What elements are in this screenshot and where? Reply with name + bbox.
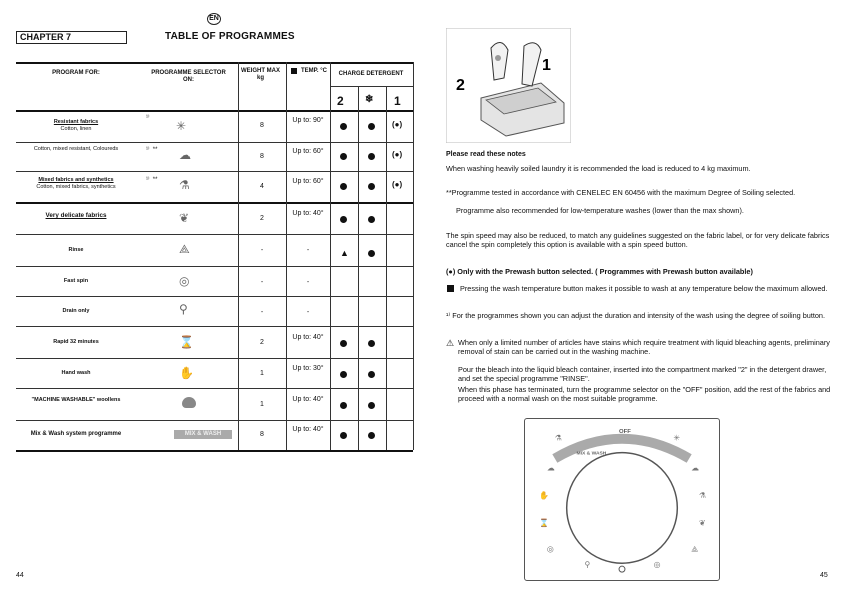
svg-text:❦: ❦ (699, 518, 706, 528)
note-cenelec: **Programme tested in accordance with CENELEC EN 60456 with the maximum Degree of Soiling selected. (446, 188, 796, 197)
note-off-position: When this phase has terminated, turn the programme selector on the "OFF" position, add the rest of the fabrics and proceed with a normal wash on the most suitable programme. (458, 385, 831, 403)
svg-text:⚗: ⚗ (554, 433, 562, 443)
note-low-temp: Programme also recommended for low-temperature washes (lower than the max shown). (456, 206, 744, 215)
notes-heading: Please read these notes (446, 151, 526, 158)
det-col-1: 1 (394, 94, 401, 108)
note-bleach: When only a limited number of articles have stains which require treatment with liquid bleaching agents, preliminary removal of stain can be carried out in the washing machine. (458, 338, 830, 356)
row-mix-wash: Mix & Wash system programme (30, 431, 122, 437)
wool-icon (182, 397, 196, 408)
rapid-icon: ⌛ (179, 335, 194, 349)
svg-text:⚲: ⚲ (584, 560, 591, 570)
row-hand-wash: Hand wash (61, 370, 91, 376)
header-weight: WEIGHT MAX kg (241, 68, 280, 81)
header-temp: TEMP. °C (301, 68, 327, 74)
row-resistant: Resistant fabrics Cotton, linen (53, 119, 99, 132)
dial-off-label: OFF (619, 428, 631, 435)
note-spin-speed: The spin speed may also be reduced, to match any guidelines suggested on the fabric label, or for very delicate fabrics cancel the spin completely this option is available with a spin speed button. (446, 231, 830, 249)
language-badge: EN (207, 13, 221, 25)
row-drain: Drain only (62, 308, 90, 314)
bleach-triangle-icon: ▲ (340, 248, 349, 258)
svg-text:◎: ◎ (653, 560, 661, 570)
compartment-1-label: 1 (542, 57, 551, 74)
row-very-delicate: Very delicate fabrics (45, 212, 107, 219)
note-prewash: (●) Only with the Prewash button selected. ( Programmes with Prewash button available) (446, 267, 753, 276)
page-number-right: 45 (820, 572, 828, 579)
temp-square-icon (447, 285, 454, 292)
svg-text:✳: ✳ (673, 433, 680, 443)
note-pour-bleach: Pour the bleach into the liquid bleach container, inserted into the compartment marked "2" in the detergent drawer, and set the special programme "RINSE". (458, 365, 827, 383)
drain-icon: ⚲ (179, 302, 188, 316)
svg-text:⟁: ⟁ (691, 544, 699, 554)
dial-mix-label: MIX & WASH (576, 451, 607, 457)
row-woollens: "MACHINE WASHABLE" woollens (31, 397, 121, 403)
det-col-prewash: ❄ (365, 94, 374, 105)
row-rinse: Rinse (68, 247, 84, 253)
temp-square-icon (291, 68, 297, 74)
header-selector: PROGRAMME SELECTOR ON: (151, 70, 226, 83)
header-program: PROGRAM FOR: (52, 70, 100, 76)
page-title: TABLE OF PROGRAMMES (165, 31, 295, 42)
note-soiling-button: ¹⁾ For the programmes shown you can adjust the duration and intensity of the wash using the degree of soiling button. (446, 311, 826, 320)
detergent-dispenser-illustration (446, 28, 571, 143)
svg-text:⌛: ⌛ (539, 518, 549, 528)
det-col-2: 2 (337, 94, 344, 108)
rinse-icon: ⟁ (179, 242, 190, 256)
spin-icon: ◎ (179, 274, 190, 288)
row-rapid: Rapid 32 minutes (53, 339, 99, 345)
svg-text:◎: ◎ (546, 544, 554, 554)
programme-selector-dial (524, 418, 720, 581)
svg-text:☁: ☁ (546, 463, 555, 473)
cloud-icon: ☁ (179, 148, 191, 162)
row-notes: ¹⁾ (146, 115, 150, 121)
note-temp-button: Pressing the wash temperature button makes it possible to wash at any temperature below the maximum allowed. (460, 284, 828, 293)
compartment-2-label: 2 (456, 77, 465, 94)
hand-wash-icon: ✋ (179, 366, 194, 380)
page-number-left: 44 (16, 572, 24, 579)
programmes-table: PROGRAM FOR: PROGRAMME SELECTOR ON: WEIGHT MAX kg TEMP. °C CHARGE DETERGENT 2 ❄ 1 Resistant fabrics Cotton, linen ¹⁾ ✳ 8 Up to: 90° (●) Cotton, mixed resistant, Coloureds ¹⁾ ** ☁ 8 Up to: 60° (●) Mixed fabrics and synthetics Cotton, mixed fabrics, synthetics ¹⁾ ** ⚗ 4 Up to: 60° (●) Very delicate fabrics ❦ 2 Up to: 40° Rinse ⟁ - - ▲ Fast spin ◎ - - Drain only ⚲ - - Rapid 32 minutes ⌛ 2 Up to: 40° Hand wash ✋ 1 Up to: 30° "MACHINE WASHABLE" woollens 1 Up to: 40° Mix & Wash system programme MIX & WASH 8 Up to: 40° (16, 62, 413, 450)
chapter-label: CHAPTER 7 (16, 31, 127, 44)
note-soiled-laundry: When washing heavily soiled laundry it is recommended the load is reduced to 4 kg maximum. (446, 164, 751, 173)
row-mixed-synthetics: Mixed fabrics and synthetics Cotton, mixed fabrics, synthetics (36, 177, 116, 190)
svg-text:✋: ✋ (539, 491, 549, 501)
svg-text:☁: ☁ (691, 463, 700, 473)
warning-triangle-icon: ⚠ (446, 338, 455, 348)
svg-text:⚗: ⚗ (699, 491, 707, 501)
flask-icon: ⚗ (179, 178, 190, 192)
leaf-icon: ❦ (179, 211, 190, 225)
header-detergent: CHARGE DETERGENT (338, 71, 404, 77)
cotton-wash-icon: ✳ (176, 119, 187, 133)
mix-wash-badge: MIX & WASH (174, 430, 232, 439)
row-cotton-mixed: Cotton, mixed resistant, Coloureds (33, 146, 119, 152)
row-fast-spin: Fast spin (63, 278, 89, 284)
